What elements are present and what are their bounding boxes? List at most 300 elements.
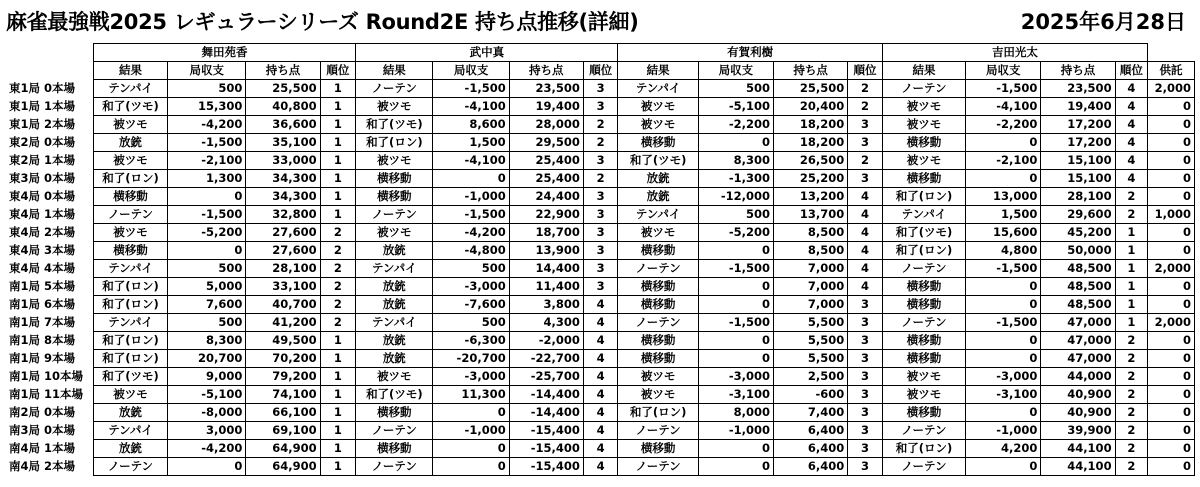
points-cell: 7,000 (774, 260, 848, 278)
table-row (6, 170, 1195, 188)
kyotaku-cell: 0 (1148, 242, 1195, 260)
points-cell: 24,400 (509, 188, 583, 206)
rank-cell: 4 (1115, 80, 1148, 98)
rank-cell: 1 (320, 332, 356, 350)
result-cell: 和了(ロン) (618, 404, 698, 422)
rank-cell: 3 (583, 242, 618, 260)
round-label: 東4局 3本場 (9, 243, 76, 257)
rank-cell: 3 (583, 80, 618, 98)
rank-cell: 2 (1115, 206, 1148, 224)
result-cell: ノーテン (356, 206, 433, 224)
delta-cell: -1,500 (168, 134, 246, 152)
points-cell: 5,500 (774, 314, 848, 332)
table-row (6, 224, 1195, 242)
result-cell: ノーテン (356, 422, 433, 440)
rank-cell: 2 (320, 278, 356, 296)
points-cell: -15,400 (509, 422, 583, 440)
table-row (6, 98, 1195, 116)
rank-cell: 1 (320, 206, 356, 224)
rank-cell: 4 (1115, 98, 1148, 116)
round-label: 東1局 0本場 (9, 81, 76, 95)
points-cell: 7,400 (774, 404, 848, 422)
page-title: 麻雀最強戦2025 レギュラーシリーズ Round2E 持ち点推移(詳細) (6, 10, 639, 34)
result-cell: 被ツモ (356, 152, 433, 170)
result-cell: 放銃 (356, 296, 433, 314)
table-row (6, 188, 1195, 206)
points-cell: 28,000 (509, 116, 583, 134)
rank-cell: 1 (320, 350, 356, 368)
delta-cell: -2,200 (966, 116, 1041, 134)
delta-cell: 0 (966, 278, 1041, 296)
delta-cell: 0 (698, 458, 773, 476)
round-label: 東4局 1本場 (9, 207, 76, 221)
points-cell: 2,500 (774, 368, 848, 386)
rank-cell: 3 (583, 188, 618, 206)
points-cell: 3,800 (509, 296, 583, 314)
delta-cell: -5,100 (168, 386, 246, 404)
result-cell: 放銃 (618, 170, 698, 188)
result-cell: テンパイ (93, 260, 167, 278)
delta-cell: 0 (966, 134, 1041, 152)
result-cell: 放銃 (618, 188, 698, 206)
column-header: 持ち点 (1041, 62, 1115, 80)
result-cell: 横移動 (93, 188, 167, 206)
table-row (6, 278, 1195, 296)
delta-cell: -3,000 (433, 368, 509, 386)
round-label: 南1局 11本場 (9, 387, 84, 401)
delta-cell: 0 (698, 296, 773, 314)
corner-cell (6, 62, 93, 80)
points-cell: -2,000 (509, 332, 583, 350)
points-cell: 33,000 (246, 152, 320, 170)
delta-cell: -4,100 (433, 98, 509, 116)
points-cell: 28,100 (1041, 188, 1115, 206)
points-cell: 6,400 (774, 440, 848, 458)
result-cell: 横移動 (618, 134, 698, 152)
result-cell: 横移動 (356, 404, 433, 422)
rank-cell: 2 (1115, 332, 1148, 350)
delta-cell: -3,100 (966, 386, 1041, 404)
table-row (6, 368, 1195, 386)
table-row (6, 440, 1195, 458)
rank-cell: 2 (848, 98, 883, 116)
points-cell: 35,100 (246, 134, 320, 152)
column-header: 持ち点 (509, 62, 583, 80)
result-cell: 和了(ツモ) (93, 98, 167, 116)
table-row (6, 422, 1195, 440)
result-cell: 横移動 (618, 350, 698, 368)
delta-cell: -4,200 (168, 116, 246, 134)
delta-cell: 0 (966, 296, 1041, 314)
points-cell: 5,500 (774, 332, 848, 350)
points-cell: 29,600 (1041, 206, 1115, 224)
points-cell: 6,400 (774, 458, 848, 476)
points-cell: 17,200 (1041, 134, 1115, 152)
round-label: 東1局 2本場 (9, 117, 76, 131)
points-cell: 8,500 (774, 224, 848, 242)
result-cell: 被ツモ (93, 116, 167, 134)
result-cell: 和了(ツモ) (93, 368, 167, 386)
delta-cell: 500 (168, 314, 246, 332)
delta-cell: 500 (168, 260, 246, 278)
delta-cell: 7,600 (168, 296, 246, 314)
delta-cell: 500 (698, 80, 773, 98)
delta-cell: 0 (698, 278, 773, 296)
points-cell: 14,400 (509, 260, 583, 278)
result-cell: 被ツモ (882, 152, 965, 170)
result-cell: 和了(ロン) (93, 278, 167, 296)
points-cell: 39,900 (1041, 422, 1115, 440)
rank-cell: 1 (320, 422, 356, 440)
points-cell: 6,400 (774, 422, 848, 440)
kyotaku-cell: 0 (1148, 440, 1195, 458)
points-cell: 47,000 (1041, 332, 1115, 350)
table-row (6, 116, 1195, 134)
rank-cell: 3 (848, 386, 883, 404)
result-cell: ノーテン (618, 314, 698, 332)
result-cell: 被ツモ (618, 98, 698, 116)
rank-cell: 4 (848, 260, 883, 278)
delta-cell: -3,000 (966, 368, 1041, 386)
delta-cell: 0 (698, 134, 773, 152)
rank-cell: 1 (320, 98, 356, 116)
result-cell: 横移動 (618, 440, 698, 458)
delta-cell: -1,000 (698, 422, 773, 440)
delta-cell: 1,500 (966, 206, 1041, 224)
points-cell: 40,900 (1041, 386, 1115, 404)
result-cell: 被ツモ (93, 224, 167, 242)
delta-cell: 0 (966, 404, 1041, 422)
table-row (6, 242, 1195, 260)
column-header: 局収支 (168, 62, 246, 80)
result-cell: 和了(ロン) (93, 296, 167, 314)
delta-cell: 0 (966, 332, 1041, 350)
result-cell: 被ツモ (93, 152, 167, 170)
result-cell: ノーテン (356, 458, 433, 476)
points-cell: 40,900 (1041, 404, 1115, 422)
rank-cell: 3 (848, 332, 883, 350)
delta-cell: 0 (433, 404, 509, 422)
result-cell: テンパイ (93, 80, 167, 98)
delta-cell: -1,000 (433, 422, 509, 440)
result-cell: ノーテン (618, 422, 698, 440)
result-cell: 放銃 (356, 350, 433, 368)
delta-cell: -3,100 (698, 386, 773, 404)
round-label: 東1局 1本場 (9, 99, 76, 113)
result-cell: テンパイ (356, 260, 433, 278)
points-cell: 47,000 (1041, 314, 1115, 332)
rank-cell: 2 (1115, 404, 1148, 422)
rank-cell: 3 (848, 314, 883, 332)
round-label: 東2局 0本場 (9, 135, 76, 149)
result-cell: 横移動 (618, 278, 698, 296)
points-cell: 40,700 (246, 296, 320, 314)
round-label: 南1局 8本場 (9, 333, 76, 347)
delta-cell: 0 (433, 440, 509, 458)
rank-cell: 4 (583, 458, 618, 476)
rank-cell: 1 (1115, 260, 1148, 278)
points-cell: 48,500 (1041, 278, 1115, 296)
points-cell: 15,100 (1041, 152, 1115, 170)
result-cell: 被ツモ (618, 116, 698, 134)
rank-cell: 2 (320, 314, 356, 332)
points-cell: 25,500 (774, 80, 848, 98)
points-cell: 41,200 (246, 314, 320, 332)
rank-cell: 3 (848, 422, 883, 440)
player-name: 有賀利樹 (618, 44, 882, 62)
points-cell: 13,900 (509, 242, 583, 260)
result-cell: 横移動 (882, 170, 965, 188)
column-header: 持ち点 (774, 62, 848, 80)
rank-cell: 1 (320, 80, 356, 98)
round-label: 東4局 2本場 (9, 225, 76, 239)
score-table (6, 43, 1195, 476)
points-cell: -14,400 (509, 386, 583, 404)
column-header: 順位 (1115, 62, 1148, 80)
result-cell: 和了(ロン) (93, 332, 167, 350)
delta-cell: -3,000 (433, 278, 509, 296)
kyotaku-cell: 0 (1148, 224, 1195, 242)
result-cell: 横移動 (356, 188, 433, 206)
rank-cell: 4 (583, 332, 618, 350)
round-label: 南1局 5本場 (9, 279, 76, 293)
points-cell: 23,500 (1041, 80, 1115, 98)
rank-cell: 3 (583, 260, 618, 278)
points-cell: 32,800 (246, 206, 320, 224)
delta-cell: -7,600 (433, 296, 509, 314)
rank-cell: 4 (848, 206, 883, 224)
result-cell: 和了(ツモ) (356, 116, 433, 134)
result-cell: 横移動 (356, 440, 433, 458)
player-name: 武中真 (356, 44, 618, 62)
result-cell: 和了(ツモ) (356, 386, 433, 404)
round-label: 南1局 10本場 (9, 369, 84, 383)
column-header-row (6, 62, 1195, 80)
rank-cell: 4 (583, 296, 618, 314)
table-row (6, 260, 1195, 278)
delta-cell: 0 (168, 458, 246, 476)
result-cell: 和了(ロン) (93, 170, 167, 188)
kyotaku-cell: 2,000 (1148, 314, 1195, 332)
delta-cell: 8,600 (433, 116, 509, 134)
rank-cell: 1 (320, 152, 356, 170)
round-label: 南4局 2本場 (9, 459, 76, 473)
kyotaku-cell: 0 (1148, 404, 1195, 422)
delta-cell: -1,500 (698, 260, 773, 278)
rank-cell: 4 (583, 404, 618, 422)
points-cell: 64,900 (246, 458, 320, 476)
result-cell: テンパイ (93, 314, 167, 332)
result-cell: ノーテン (882, 260, 965, 278)
rank-cell: 2 (1115, 440, 1148, 458)
rank-cell: 1 (320, 386, 356, 404)
round-label: 南2局 0本場 (9, 405, 76, 419)
kyotaku-cell: 0 (1148, 368, 1195, 386)
points-cell: -22,700 (509, 350, 583, 368)
table-row (6, 152, 1195, 170)
points-cell: 45,200 (1041, 224, 1115, 242)
rank-cell: 3 (583, 98, 618, 116)
table-body (6, 80, 1195, 476)
points-cell: 79,200 (246, 368, 320, 386)
delta-cell: 0 (168, 242, 246, 260)
delta-cell: 1,300 (168, 170, 246, 188)
points-cell: 26,500 (774, 152, 848, 170)
points-cell: 5,500 (774, 350, 848, 368)
delta-cell: 0 (698, 440, 773, 458)
points-cell: 25,200 (774, 170, 848, 188)
rank-cell: 1 (320, 458, 356, 476)
points-cell: 27,600 (246, 242, 320, 260)
points-cell: 13,700 (774, 206, 848, 224)
delta-cell: -1,500 (966, 314, 1041, 332)
delta-cell: -4,200 (433, 224, 509, 242)
result-cell: 横移動 (356, 170, 433, 188)
column-header: 局収支 (433, 62, 509, 80)
delta-cell: 8,300 (698, 152, 773, 170)
rank-cell: 3 (848, 116, 883, 134)
result-cell: ノーテン (882, 422, 965, 440)
column-header: 順位 (848, 62, 883, 80)
points-cell: 28,100 (246, 260, 320, 278)
kyotaku-cell: 0 (1148, 422, 1195, 440)
delta-cell: 500 (698, 206, 773, 224)
result-cell: 和了(ロン) (882, 440, 965, 458)
table-row (6, 206, 1195, 224)
result-cell: ノーテン (618, 458, 698, 476)
column-header: 結果 (93, 62, 167, 80)
rank-cell: 1 (320, 134, 356, 152)
column-header: 順位 (583, 62, 618, 80)
rank-cell: 1 (1115, 314, 1148, 332)
rank-cell: 3 (848, 440, 883, 458)
rank-cell: 3 (583, 206, 618, 224)
kyotaku-header: 供託 (1148, 62, 1195, 80)
rank-cell: 3 (848, 296, 883, 314)
column-header: 結果 (618, 62, 698, 80)
round-label: 東4局 0本場 (9, 189, 76, 203)
result-cell: ノーテン (618, 260, 698, 278)
points-cell: 7,000 (774, 278, 848, 296)
points-cell: 22,900 (509, 206, 583, 224)
round-label: 東2局 1本場 (9, 153, 76, 167)
rank-cell: 2 (320, 296, 356, 314)
rank-cell: 2 (1115, 422, 1148, 440)
delta-cell: -5,200 (698, 224, 773, 242)
delta-cell: -1,000 (433, 188, 509, 206)
result-cell: ノーテン (93, 206, 167, 224)
points-cell: 7,000 (774, 296, 848, 314)
delta-cell: 0 (966, 350, 1041, 368)
result-cell: ノーテン (882, 80, 965, 98)
kyotaku-cell: 0 (1148, 350, 1195, 368)
rank-cell: 4 (1115, 134, 1148, 152)
rank-cell: 3 (848, 368, 883, 386)
delta-cell: -1,500 (966, 80, 1041, 98)
result-cell: 被ツモ (356, 368, 433, 386)
rank-cell: 1 (1115, 296, 1148, 314)
rank-cell: 2 (320, 260, 356, 278)
rank-cell: 3 (583, 224, 618, 242)
points-cell: 44,100 (1041, 440, 1115, 458)
result-cell: 放銃 (356, 242, 433, 260)
kyotaku-cell: 0 (1148, 98, 1195, 116)
result-cell: 和了(ロン) (93, 350, 167, 368)
result-cell: 被ツモ (882, 386, 965, 404)
kyotaku-cell: 0 (1148, 170, 1195, 188)
result-cell: 被ツモ (618, 224, 698, 242)
rank-cell: 2 (1115, 386, 1148, 404)
delta-cell: 4,800 (966, 242, 1041, 260)
delta-cell: 15,300 (168, 98, 246, 116)
result-cell: 横移動 (93, 242, 167, 260)
points-cell: 13,200 (774, 188, 848, 206)
result-cell: 放銃 (93, 440, 167, 458)
points-cell: 44,100 (1041, 458, 1115, 476)
delta-cell: 0 (698, 242, 773, 260)
delta-cell: 4,200 (966, 440, 1041, 458)
result-cell: テンパイ (93, 422, 167, 440)
player-header-row (6, 44, 1195, 62)
kyotaku-cell: 1,000 (1148, 206, 1195, 224)
result-cell: 横移動 (882, 134, 965, 152)
round-label: 南1局 9本場 (9, 351, 76, 365)
rank-cell: 1 (320, 188, 356, 206)
points-cell: 15,100 (1041, 170, 1115, 188)
delta-cell: -3,000 (698, 368, 773, 386)
delta-cell: -1,500 (168, 206, 246, 224)
points-cell: 23,500 (509, 80, 583, 98)
delta-cell: 0 (698, 332, 773, 350)
result-cell: 被ツモ (882, 368, 965, 386)
delta-cell: -4,100 (966, 98, 1041, 116)
result-cell: 放銃 (93, 404, 167, 422)
column-header: 結果 (882, 62, 965, 80)
points-cell: 29,500 (509, 134, 583, 152)
points-cell: -14,400 (509, 404, 583, 422)
kyotaku-cell: 0 (1148, 296, 1195, 314)
result-cell: ノーテン (882, 314, 965, 332)
rank-cell: 4 (583, 386, 618, 404)
table-row (6, 350, 1195, 368)
round-label: 南1局 6本場 (9, 297, 76, 311)
table-row (6, 458, 1195, 476)
points-cell: 19,400 (1041, 98, 1115, 116)
delta-cell: -8,000 (168, 404, 246, 422)
result-cell: テンパイ (356, 314, 433, 332)
delta-cell: 0 (433, 458, 509, 476)
points-cell: 34,300 (246, 170, 320, 188)
kyotaku-cell: 0 (1148, 278, 1195, 296)
table-row (6, 314, 1195, 332)
points-cell: 69,100 (246, 422, 320, 440)
corner-cell (6, 44, 93, 62)
rank-cell: 4 (583, 350, 618, 368)
rank-cell: 4 (583, 422, 618, 440)
result-cell: テンパイ (618, 206, 698, 224)
rank-cell: 4 (583, 440, 618, 458)
result-cell: 被ツモ (618, 368, 698, 386)
rank-cell: 4 (1115, 170, 1148, 188)
player-name: 舞田苑香 (93, 44, 355, 62)
result-cell: 横移動 (882, 278, 965, 296)
points-cell: 49,500 (246, 332, 320, 350)
points-cell: 47,000 (1041, 350, 1115, 368)
delta-cell: 500 (168, 80, 246, 98)
delta-cell: 20,700 (168, 350, 246, 368)
rank-cell: 4 (1115, 116, 1148, 134)
rank-cell: 1 (1115, 242, 1148, 260)
